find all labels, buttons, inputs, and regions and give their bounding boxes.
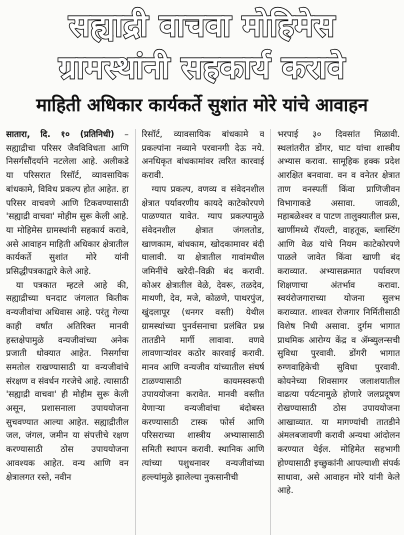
- paragraph: [6, 129, 129, 280]
- paragraph: ग्याप प्रकल्प, वणव्य व संवेदनशील क्षेत्रात पर्यावरणीय कायदे काटेकोरपणे पाळण्यात यावेत. ग्याप प्रकल्पामुळे संवेदनशील क्षेत्रात जंगलतोड, खाणकाम, बांधकाम, खोदकामावर बंदी घालावी. या क्षेत्रातील गावांमधील जमिनींचे खरेदी–विक्री बंद करावी. कोअर क्षेत्रातील वेळे, देवरू, तळदेव, माथणी, देव, मजे, कोळणे, पाथरपुंज, खुंदलापूर (धनगर वस्ती) येथील ग्रामस्थांच्या पुनर्वसनाचा प्रलंबित प्रश्न तातडीने मार्गी लावावा. वणवे लावणाऱ्यांवर कठोर कारवाई करावी. मानव आणि वन्यजीव यांच्यातील संघर्ष टाळण्यासाठी कायमस्वरूपी उपाययोजना करावेत. मानवी वस्तीत येणाऱ्या वन्यजीवांचा बंदोबस्त करण्यासाठी टास्क फोर्स आणि परिसराच्या शास्त्रीय अभ्यासासाठी समिती स्थापन करावी. स्थानिक आणि त्यांच्या पशुधनावर वन्यजीवांच्या हल्ल्यांमुळे झालेल्या नुकसानीची: [141, 184, 265, 483]
- column-3: [277, 129, 400, 535]
- paragraph: रिसॉर्ट, व्यावसायिक बांधकामे व प्रकल्पांना नव्याने परवानगी देऊ नये. अनधिकृत बांधकामांवर त्वरित कारवाई करावी.: [141, 130, 265, 182]
- paragraph-text: – सह्याद्रीचा परिसर जैवविविधता आणि निसर्गसौंदर्याने नटलेला आहे. अलीकडे या परिसरात रिसॉर्ट, व्यावसायिक बांधकामे, विविध प्रकल्प होत आहेत. हा परिसर वाचवणे आणि टिकवण्यासाठी 'सह्याद्री वाचवा' मोहीम सुरू केली आहे. या मोहिमेस ग्रामस्थांनी सहकार्य करावे, असे आवाहन माहिती अधिकार क्षेत्रातील कार्यकर्ते सुशांत मोरे यांनी प्रसिद्धीपत्रकाद्वारे केले आहे.: [6, 130, 129, 278]
- column-1: [6, 129, 129, 535]
- paragraph: या पत्रकात म्हटले आहे की, सह्याद्रीच्या घनदाट जंगलात कितीक वन्यजीवांचा अधिवास आहे. परंतु गेल्या काही वर्षांत अतिरिक्त मानवी हस्तक्षेपामुळे वन्यजीवांच्या अनेक प्रजाती धोक्यात आहेत. निसर्गाचा समतोल राखण्यासाठी या वन्यजीवांचे संरक्षण व संवर्धन गरजेचे आहे. त्यासाठी 'सह्याद्री वाचवा' ही मोहीम सुरू केली असून, प्रशासनाला उपाययोजना सुचवण्यात आल्या आहेत. सह्याद्रीतील जल, जंगल, जमीन या संपत्तीचे रक्षण करण्यासाठी ठोस उपाययोजना आवश्यक आहेत. वन्य आणि वन क्षेत्रालगत रस्ते, नवीन: [6, 280, 129, 483]
- subheadline: माहिती अधिकार कार्यकर्ते सुशांत मोरे यांचे आवाहन: [36, 95, 368, 116]
- headline-line-2: ग्रामस्थांनी सहकार्य करावे: [58, 50, 346, 86]
- column-divider: [270, 129, 271, 535]
- headline-line-1: सह्याद्री वाचवा मोहिमेस: [68, 8, 336, 44]
- column-divider: [135, 129, 136, 535]
- paragraph: भरपाई ३० दिवसांत मिळावी. स्थलांतरीत डोंगर, घाट यांचा शास्त्रीय अभ्यास करावा. सामूहिक हक्क प्रदेश आरक्षित बनवावा. वन व वनेतर क्षेत्रात ताण वनस्पतीं किंवा प्राणिजीवन विभागाकडे असावा. जावळी, महाबळेश्वर व पाटण तालुक्यातील फ्रस, खाणींमध्ये रॉयल्टी, वाहतूक, ब्लास्टिंग आणि वेळ यांचे नियम काटेकोरपणे पाळले जावेत किंवा खाणी बंद कराव्यात. अभ्यासक्रमात पर्यावरण शिक्षणाचा अंतर्भाव करावा. स्वयंरोजगाराच्या योजना सुलभ कराव्यात. शाश्वत रोजगार निर्मितीसाठी विशेष निधी असावा. दुर्गम भागात प्राथमिक आरोग्य केंद्र व ॲम्ब्युलन्सची सुविधा पुरवावी. डोंगरी भागात रुग्णवाहिकेची सुविधा पुरवावी. कोयनेच्या शिवसागर जलाशयातील वाढत्या पर्यटनामुळे होणारे जलप्रदूषण रोखण्यासाठी ठोस उपाययोजना आखाव्यात. या मागण्यांची तातडीने अंमलबजावणी करावी अन्यथा आंदोलन करण्यात येईल. मोहिमेत सहभागी होण्यासाठी इच्छुकांनी आपल्याशी संपर्क साधावा, असे आवाहन मोरे यांनी केले आहे.: [277, 130, 400, 497]
- dateline: सातारा, दि. १० (प्रतिनिधी): [6, 130, 115, 140]
- column-2: [142, 129, 265, 535]
- article-body: [6, 129, 400, 535]
